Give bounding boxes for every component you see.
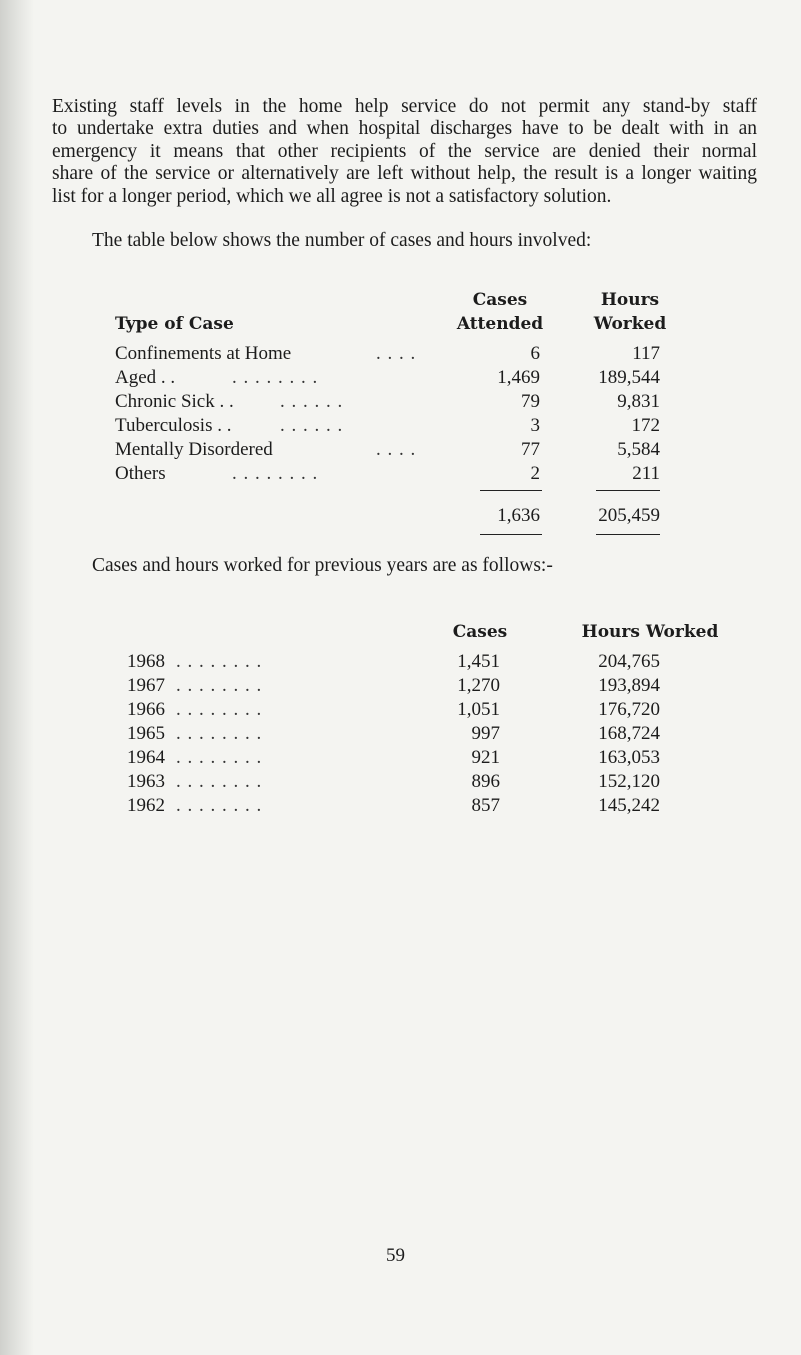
case-type: Tuberculosis . . <box>115 415 232 436</box>
case-type: Chronic Sick . . <box>115 391 234 412</box>
leader-dots: . . . . . . . . <box>176 651 263 672</box>
cases-value: 3 <box>530 415 540 436</box>
leader-dots: . . . . . . . . <box>232 367 319 388</box>
header-hours-line2: Worked <box>593 314 667 334</box>
scan-edge-shadow <box>0 0 34 1355</box>
leader-dots: . . . . . . <box>280 391 344 412</box>
hours-value: 172 <box>631 415 660 436</box>
hours-value: 163,053 <box>598 747 660 768</box>
cases-value: 997 <box>471 723 500 744</box>
hours-value: 211 <box>632 463 660 484</box>
leader-dots: . . . . . . . . <box>176 675 263 696</box>
year: 1968 <box>127 651 165 672</box>
cases-value: 1,469 <box>497 367 540 388</box>
case-type: Aged . . <box>115 367 176 388</box>
intro-line: Existing staff levels in the home help service do not permit any stand-by staff <box>52 96 757 117</box>
subtotal-rule-cases <box>480 490 542 491</box>
year: 1966 <box>127 699 165 720</box>
cases-value: 77 <box>521 439 540 460</box>
leader-dots: . . . . . . . . <box>176 771 263 792</box>
total-cases: 1,636 <box>497 505 540 526</box>
cases-value: 79 <box>521 391 540 412</box>
cases-value: 921 <box>471 747 500 768</box>
case-type: Others <box>115 463 166 484</box>
page-number: 59 <box>386 1245 405 1266</box>
leader-dots: . . . . <box>376 343 417 364</box>
cases-value: 6 <box>530 343 540 364</box>
hours-value: 176,720 <box>598 699 660 720</box>
year: 1962 <box>127 795 165 816</box>
cases-value: 1,451 <box>457 651 500 672</box>
hours-value: 193,894 <box>598 675 660 696</box>
leader-dots: . . . . . . . . <box>176 699 263 720</box>
hours-value: 145,242 <box>598 795 660 816</box>
hours-value: 189,544 <box>598 367 660 388</box>
year: 1963 <box>127 771 165 792</box>
cases-value: 1,270 <box>457 675 500 696</box>
leader-dots: . . . . . . . . <box>176 795 263 816</box>
hours-value: 168,724 <box>598 723 660 744</box>
leader-dots: . . . . . . <box>280 415 344 436</box>
header-cases-line2: Attended <box>456 314 544 334</box>
year: 1967 <box>127 675 165 696</box>
leader-dots: . . . . <box>376 439 417 460</box>
cases-value: 857 <box>471 795 500 816</box>
hours-value: 5,584 <box>617 439 660 460</box>
year: 1965 <box>127 723 165 744</box>
header-type-of-case: Type of Case <box>115 314 234 334</box>
case-type: Mentally Disordered <box>115 439 273 460</box>
subtotal-rule-hours <box>596 490 660 491</box>
intro-paragraph <box>52 96 757 208</box>
hours-value: 204,765 <box>598 651 660 672</box>
hours-value: 152,120 <box>598 771 660 792</box>
header-cases: Cases <box>452 622 508 642</box>
leader-dots: . . . . . . . . <box>232 463 319 484</box>
table-intro-text: The table below shows the number of cases and hours involved: <box>92 230 592 251</box>
total-rule-hours <box>596 534 660 535</box>
intro-line: share of the service or alternatively are left without help, the result is a longer waiting <box>52 163 757 185</box>
header-cases-line1: Cases <box>472 290 528 310</box>
year: 1964 <box>127 747 165 768</box>
total-hours: 205,459 <box>598 505 660 526</box>
hours-value: 9,831 <box>617 391 660 412</box>
intro-line: to undertake extra duties and when hospital discharges have to be dealt with in an <box>52 118 757 140</box>
case-type: Confinements at Home <box>115 343 292 364</box>
cases-value: 896 <box>471 771 500 792</box>
intro-line: emergency it means that other recipients of the service are denied their normal <box>52 140 757 162</box>
intro-line: list for a longer period, which we all agree is not a satisfactory solution. <box>52 185 612 207</box>
previous-years-intro: Cases and hours worked for previous years are as follows:- <box>92 555 553 576</box>
leader-dots: . . . . . . . . <box>176 723 263 744</box>
leader-dots: . . . . . . . . <box>176 747 263 768</box>
total-rule-cases <box>480 534 542 535</box>
header-hours-line1: Hours <box>600 290 660 310</box>
header-hours-worked: Hours Worked <box>581 622 719 642</box>
hours-value: 117 <box>632 343 660 364</box>
cases-value: 2 <box>530 463 540 484</box>
cases-value: 1,051 <box>457 699 500 720</box>
